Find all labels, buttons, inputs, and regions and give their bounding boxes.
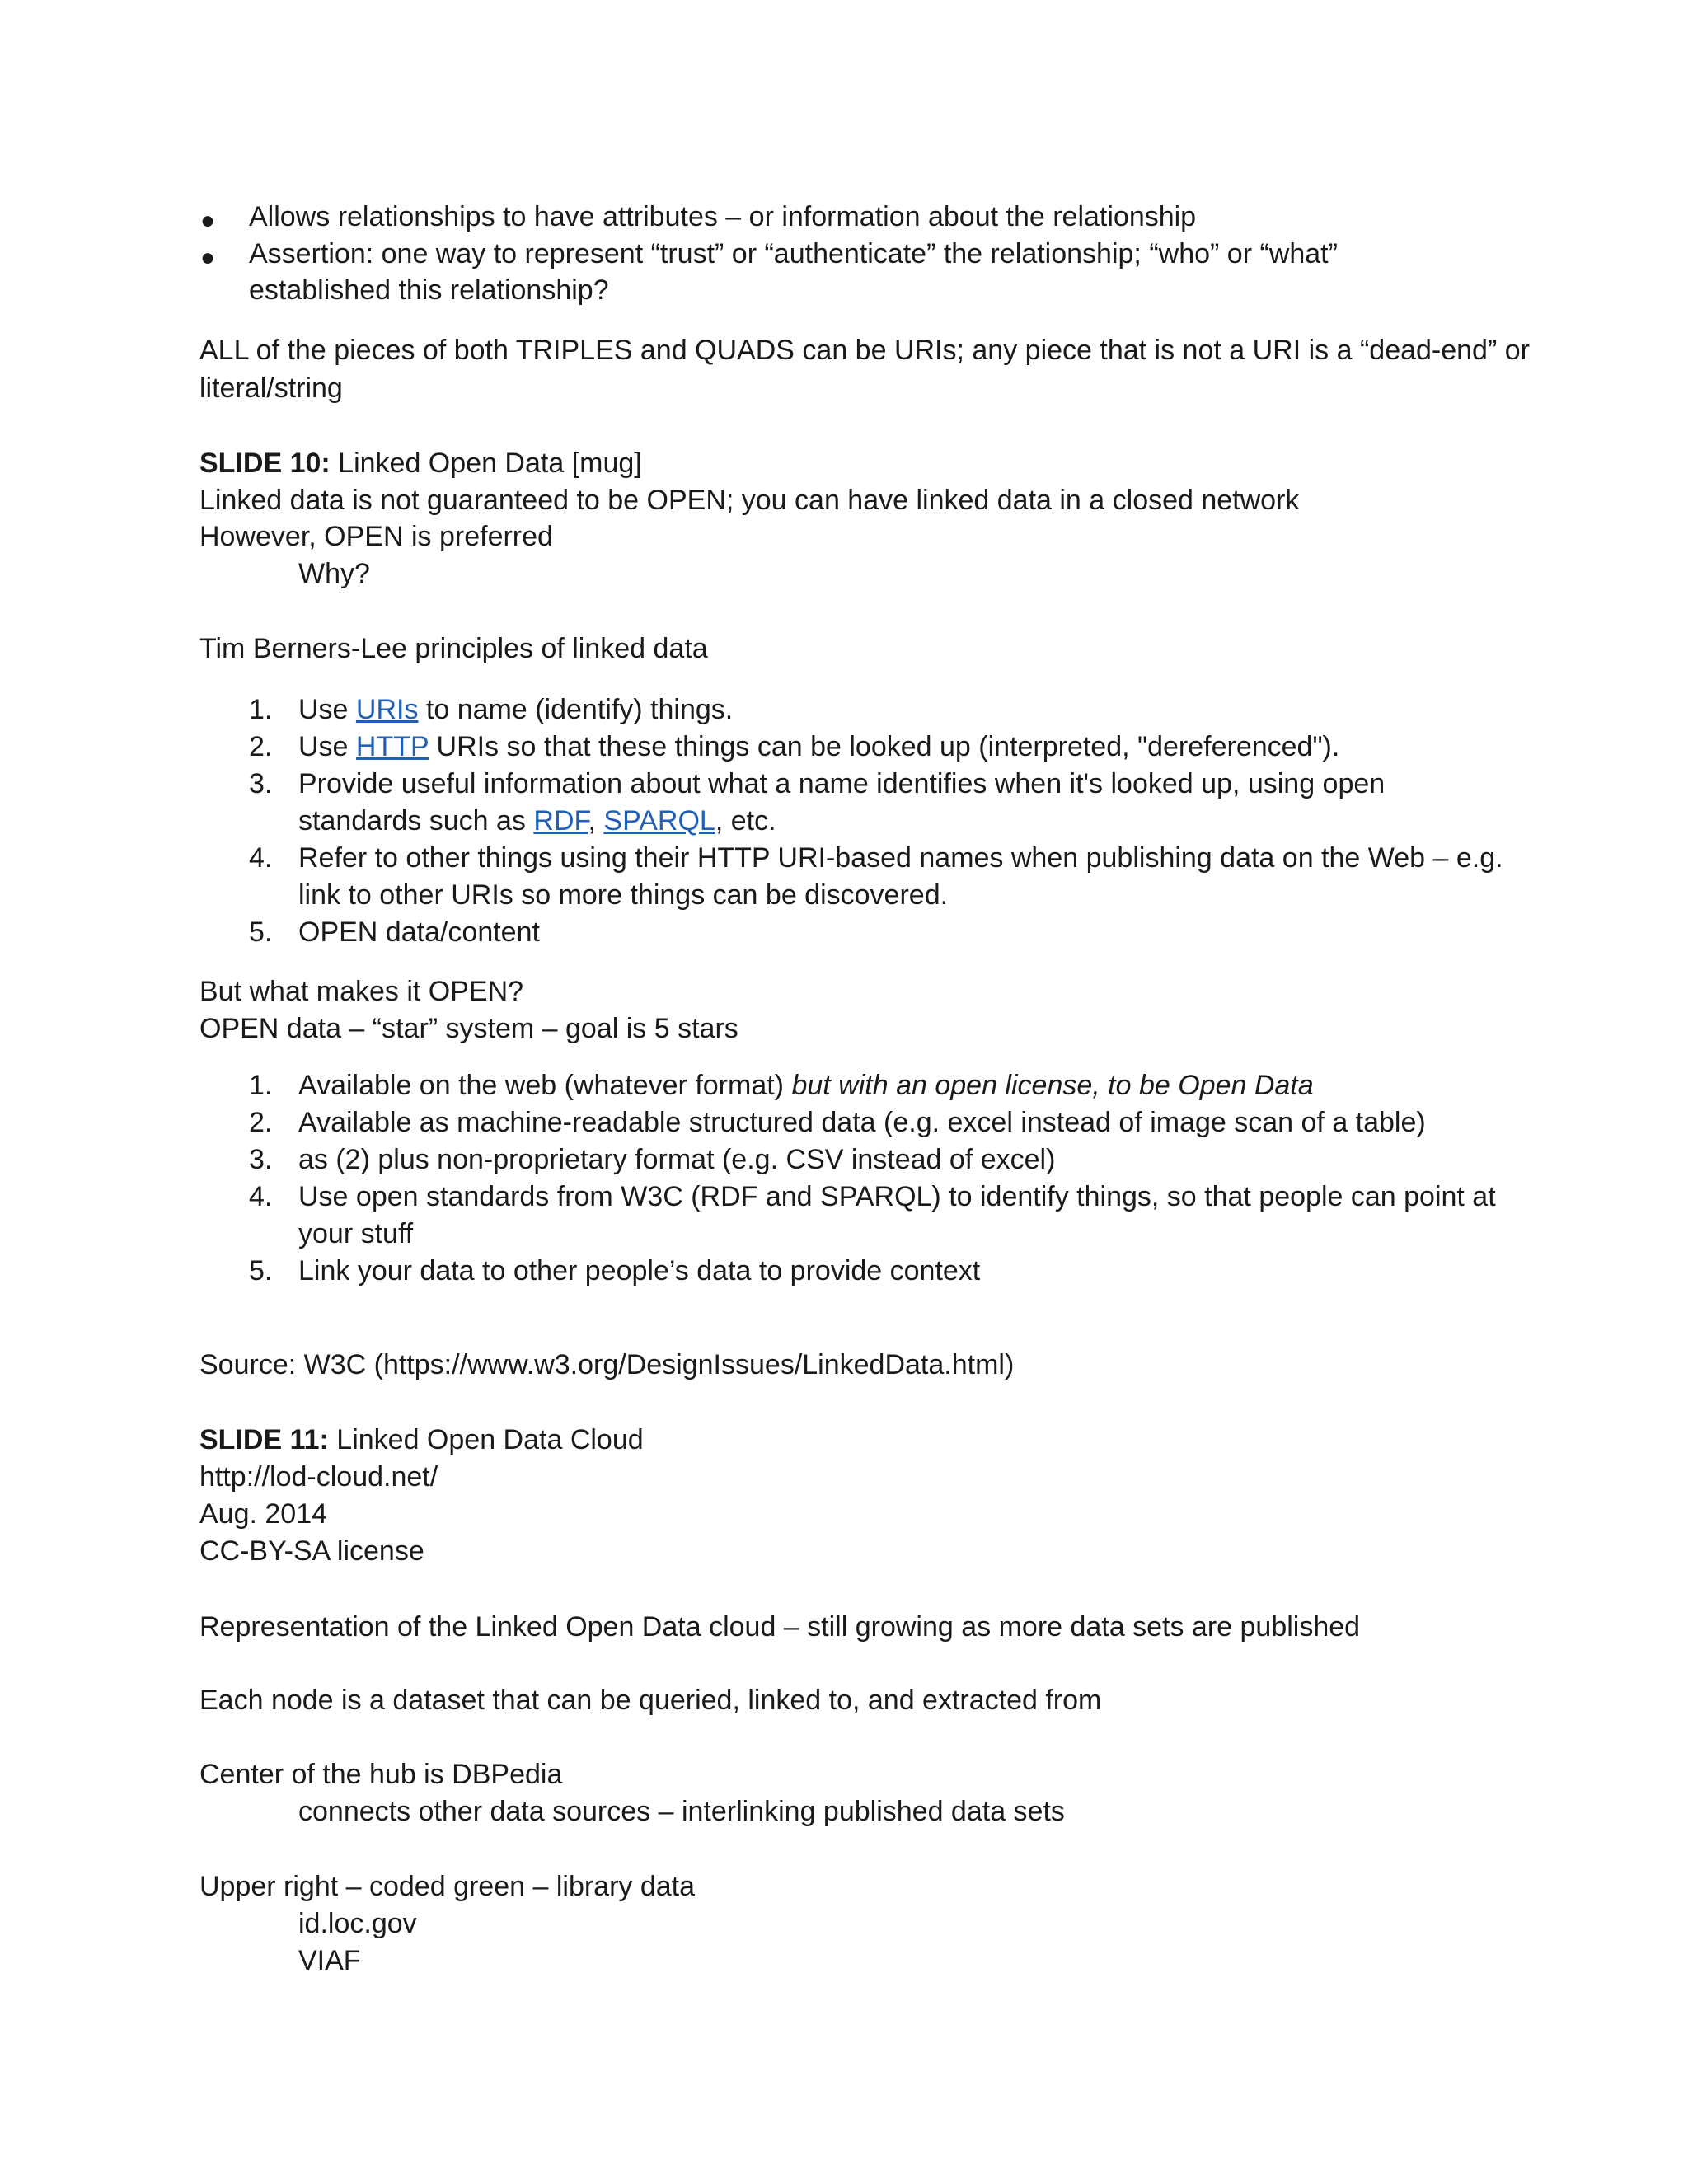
list-item: Provide useful information about what a name identifies when it's looked up, using open [298, 768, 1386, 799]
list-number: 1. [249, 694, 273, 725]
list-item: Link your data to other people’s data to provide context [298, 1255, 981, 1286]
indented-line: connects other data sources – interlinking published data sets [298, 1796, 1065, 1827]
list-number: 3. [249, 1144, 273, 1175]
bullet-dot: ● [200, 244, 216, 271]
paragraph-line: literal/string [199, 373, 343, 404]
paragraph-line: Upper right – coded green – library data [199, 1871, 696, 1902]
uris-link[interactable]: URIs [355, 694, 419, 725]
list-number: 2. [249, 731, 273, 762]
list-text: to name (identify) things. [418, 694, 734, 725]
rdf-link[interactable]: RDF [533, 805, 588, 837]
bullet-text: Assertion: one way to represent “trust” or “authenticate” the relationship; “who” or “what” [249, 238, 1338, 269]
list-number: 2. [249, 1107, 273, 1138]
list-number: 4. [249, 842, 273, 874]
list-item-continued [298, 803, 776, 840]
slide-label: SLIDE 11: [199, 1424, 329, 1455]
slide-label: SLIDE 10: [199, 448, 331, 479]
list-text-italic: but with an open license, to be Open Data [791, 1070, 1314, 1101]
paragraph-line: But what makes it OPEN? [199, 976, 524, 1007]
http-link[interactable]: HTTP [355, 731, 429, 762]
url-line: http://lod-cloud.net/ [199, 1461, 438, 1493]
list-text: Use [298, 731, 356, 762]
list-item: Use open standards from W3C (RDF and SPARQL) to identify things, so that people can point at [298, 1181, 1496, 1212]
source-line: Source: W3C (https://www.w3.org/DesignIssues/LinkedData.html) [199, 1349, 1015, 1380]
list-number: 3. [249, 768, 273, 799]
date-line: Aug. 2014 [199, 1498, 328, 1530]
slide-title: Linked Open Data Cloud [336, 1424, 644, 1455]
paragraph-line: Linked data is not guaranteed to be OPEN; you can have linked data in a closed network [199, 485, 1300, 516]
paragraph-line: OPEN data – “star” system – goal is 5 stars [199, 1013, 738, 1044]
list-text: standards such as [298, 805, 534, 837]
list-item: OPEN data/content [298, 916, 540, 948]
indented-line: VIAF [298, 1945, 361, 1976]
list-item-continued: link to other URIs so more things can be discovered. [298, 879, 949, 911]
slide-title: Linked Open Data [mug] [338, 448, 642, 479]
list-item: Available as machine-readable structured data (e.g. excel instead of image scan of a table) [298, 1107, 1426, 1138]
slide-10-heading [199, 445, 642, 482]
bullet-text-continued: established this relationship? [249, 274, 609, 306]
list-item [298, 729, 1339, 766]
paragraph-line: However, OPEN is preferred [199, 521, 553, 552]
list-number: 1. [249, 1070, 273, 1101]
bullet-text: Allows relationships to have attributes – or information about the relationship [249, 201, 1197, 232]
list-number: 5. [249, 1255, 273, 1286]
list-text: , etc. [715, 805, 776, 837]
list-text: Use [298, 694, 356, 725]
slide-11-heading [199, 1422, 644, 1459]
list-item [298, 1067, 1314, 1104]
license-line: CC-BY-SA license [199, 1535, 424, 1567]
list-number: 4. [249, 1181, 273, 1212]
bullet-dot: ● [200, 207, 216, 234]
list-number: 5. [249, 916, 273, 948]
sparql-link[interactable]: SPARQL [603, 805, 715, 837]
paragraph-line: Center of the hub is DBPedia [199, 1759, 563, 1790]
paragraph-line: ALL of the pieces of both TRIPLES and QUADS can be URIs; any piece that is not a URI is a “dead-end” or [199, 335, 1530, 366]
list-item-continued: your stuff [298, 1218, 414, 1249]
paragraph-line: Representation of the Linked Open Data cloud – still growing as more data sets are published [199, 1611, 1361, 1643]
paragraph-line: Each node is a dataset that can be queried, linked to, and extracted from [199, 1685, 1102, 1716]
list-text: , [588, 805, 604, 837]
indented-line: id.loc.gov [298, 1908, 417, 1939]
indented-line: Why? [298, 558, 370, 589]
list-text: URIs so that these things can be looked up (interpreted, "dereferenced"). [429, 731, 1340, 762]
section-heading: Tim Berners-Lee principles of linked data [199, 633, 708, 664]
list-text: Available on the web (whatever format) [298, 1070, 792, 1101]
list-item [298, 691, 733, 729]
list-item: as (2) plus non-proprietary format (e.g. CSV instead of excel) [298, 1144, 1056, 1175]
list-item: Refer to other things using their HTTP URI-based names when publishing data on the Web – e.g. [298, 842, 1503, 874]
